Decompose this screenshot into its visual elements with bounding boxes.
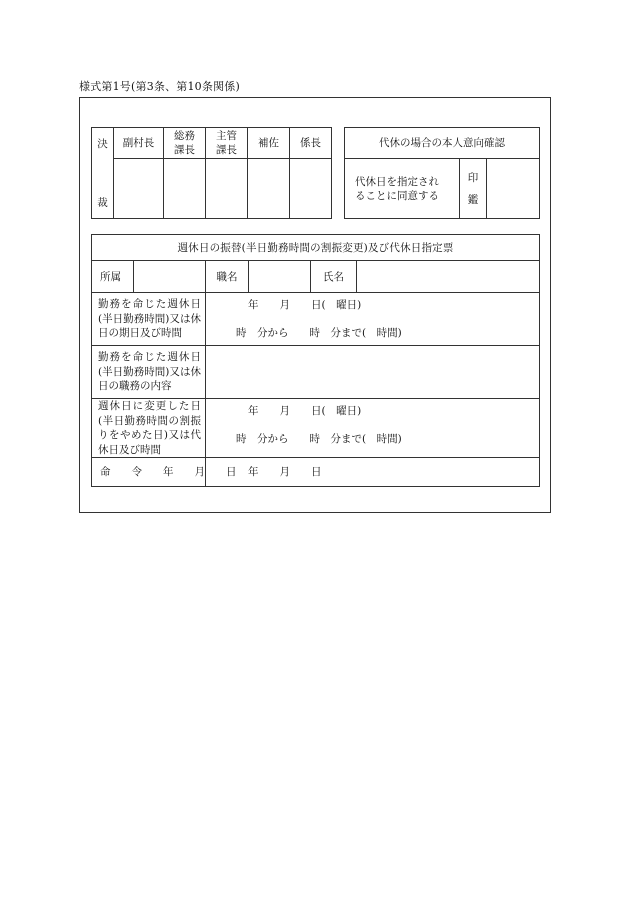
work-content-field[interactable] <box>206 346 540 399</box>
consent-text: 代休日を指定され ることに同意する <box>345 159 460 219</box>
approval-header-subsection-chief: 係長 <box>290 128 332 159</box>
approval-header-assistant: 補佐 <box>248 128 290 159</box>
substitute-day-time: 時 分から 時 分まで( 時間) <box>236 433 402 445</box>
form-number: 様式第1号(第3条、第10条関係) <box>79 80 240 93</box>
seal-stamp-area[interactable] <box>487 159 540 219</box>
approval-stamp-section-chief[interactable] <box>206 159 248 219</box>
consent-title: 代休の場合の本人意向確認 <box>345 128 540 159</box>
substitute-day-date: 年 月 日( 曜日) <box>248 405 362 417</box>
main-form-title: 週休日の振替(半日勤務時間の割振変更)及び代休日指定票 <box>92 235 540 261</box>
approval-header-section-chief: 主管 課長 <box>206 128 248 159</box>
approval-stamp-subsection-chief[interactable] <box>290 159 332 219</box>
order-date-label: 命 令 年 月 日 <box>92 458 206 487</box>
approval-stamp-assistant[interactable] <box>248 159 290 219</box>
approval-stamp-general-affairs-chief[interactable] <box>164 159 206 219</box>
kessai-label-top: 決 <box>97 138 108 150</box>
seal-label: 印 鑑 <box>460 159 487 219</box>
consent-table <box>344 127 540 219</box>
shimei-label: 氏名 <box>311 261 357 293</box>
substitute-day-label: 週休日に変更した日(半日勤務時間の割振りをやめた日)又は代休日及び時間 <box>92 399 206 458</box>
order-date-field[interactable] <box>206 458 540 487</box>
order-date: 年 月 日 <box>248 466 322 478</box>
kessai-label <box>92 128 114 219</box>
shimei-field[interactable] <box>357 261 540 293</box>
work-holiday-date-field[interactable] <box>206 293 540 346</box>
approval-table <box>91 127 332 219</box>
work-holiday-time: 時 分から 時 分まで( 時間) <box>236 327 402 339</box>
work-holiday-date: 年 月 日( 曜日) <box>248 299 362 311</box>
work-holiday-label: 勤務を命じた週休日(半日勤務時間)又は休日の期日及び時間 <box>92 293 206 346</box>
approval-header-general-affairs-chief: 総務 課長 <box>164 128 206 159</box>
shozoku-label: 所属 <box>92 261 134 293</box>
main-form-table <box>91 234 540 487</box>
work-content-label: 勤務を命じた週休日(半日勤務時間)又は休日の職務の内容 <box>92 346 206 399</box>
shokumei-field[interactable] <box>249 261 311 293</box>
approval-stamp-vice-mayor[interactable] <box>114 159 164 219</box>
substitute-day-date-field[interactable] <box>206 399 540 458</box>
kessai-label-bottom: 裁 <box>97 197 108 209</box>
shokumei-label: 職名 <box>206 261 249 293</box>
approval-header-vice-mayor: 副村長 <box>114 128 164 159</box>
shozoku-field[interactable] <box>134 261 206 293</box>
